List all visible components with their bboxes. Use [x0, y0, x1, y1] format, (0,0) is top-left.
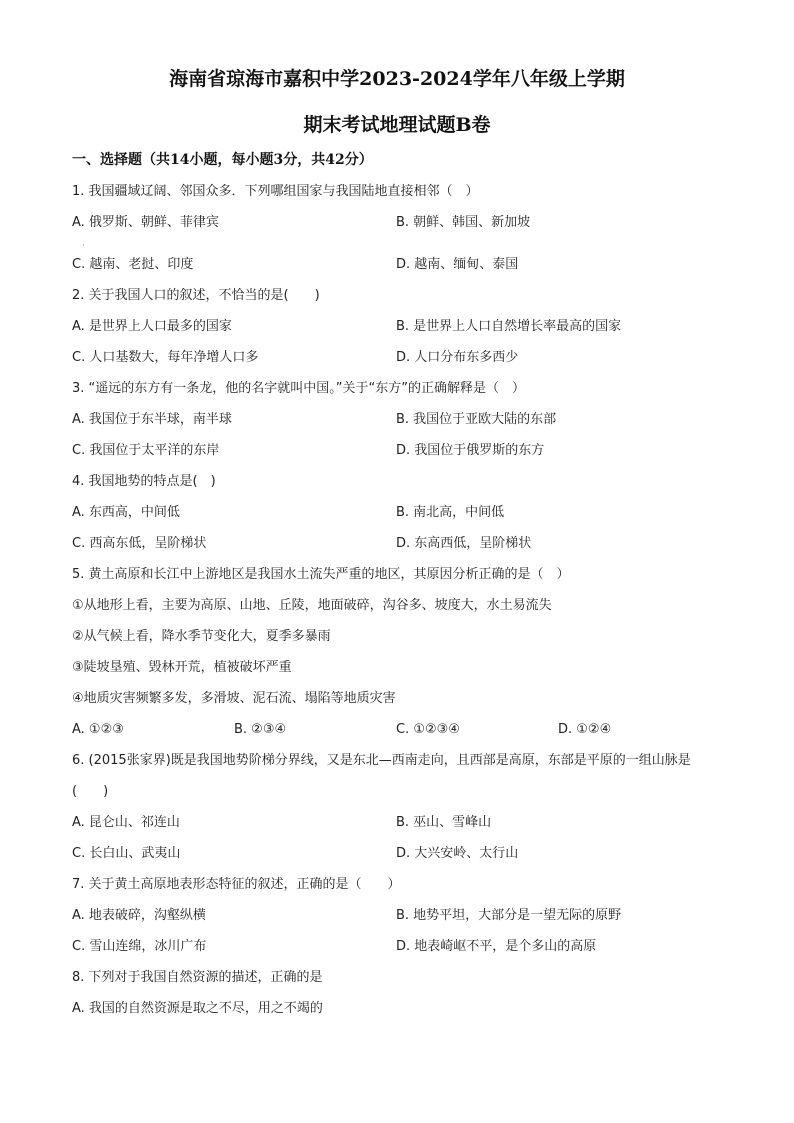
question-1-options-row-2: [72, 249, 722, 280]
question-7-option-b: B. 地势平坦，大部分是一望无际的原野: [396, 908, 622, 923]
question-5-option-b: B. ②③④: [234, 722, 287, 737]
question-4-options-row-1: [72, 497, 722, 528]
question-2-stem: 2. 关于我国人口的叙述，不恰当的是( ): [72, 288, 320, 303]
question-4-option-d: D. 东高西低，呈阶梯状: [396, 536, 532, 551]
question-4-options-row-2: [72, 528, 722, 559]
question-2-options-row-2: [72, 342, 722, 373]
question-3-options-row-2: [72, 435, 722, 466]
section-heading: 一、选择题（共14小题，每小题3分，共42分）: [72, 152, 373, 168]
document-title-line-1: 海南省琼海市嘉积中学2023-2024学年八年级上学期: [169, 68, 625, 90]
question-1-options-row-1: [72, 207, 722, 250]
question-4-option-b: B. 南北高，中间低: [396, 505, 505, 520]
question-1-option-d: D. 越南、缅甸、泰国: [396, 257, 519, 272]
question-6-stem: 6. (2015张家界)既是我国地势阶梯分界线，又是东北—西南走向，且西部是高原，东部是平原的一组山脉是( ): [72, 753, 691, 799]
question-5-statement-4: ④地质灾害频繁多发，多滑坡、泥石流、塌陷等地质灾害: [72, 691, 396, 706]
question-1-option-c: C. 越南、老挝、印度: [72, 257, 194, 272]
question-3-option-d: D. 我国位于俄罗斯的东方: [396, 443, 545, 458]
question-2-option-a: A. 是世界上人口最多的国家: [72, 319, 232, 334]
question-5-statement-1: ①从地形上看，主要为高原、山地、丘陵，地面破碎，沟谷多、坡度大，水土易流失: [72, 598, 552, 613]
question-7-option-a: A. 地表破碎，沟壑纵横: [72, 908, 206, 923]
question-2-option-d: D. 人口分布东多西少: [396, 350, 519, 365]
question-1-option-b: B. 朝鲜、韩国、新加坡: [396, 215, 531, 230]
question-6-options-row-1: [72, 807, 722, 838]
question-5-option-d: D. ①②④: [558, 722, 612, 737]
question-7-options-row-2: [72, 931, 722, 962]
question-7-stem: 7. 关于黄土高原地表形态特征的叙述，正确的是（ ）: [72, 877, 401, 892]
question-8-stem: 8. 下列对于我国自然资源的描述，正确的是: [72, 970, 323, 985]
question-4-option-a: A. 东西高，中间低: [72, 505, 180, 520]
question-2-options-row-1: [72, 311, 722, 342]
question-1-stem: 1. 我国疆域辽阔、邻国众多．下列哪组国家与我国陆地直接相邻（ ）: [72, 184, 479, 199]
question-5-option-a: A. ①②③: [72, 722, 124, 737]
question-7-option-d: D. 地表崎岖不平，是个多山的高原: [396, 939, 597, 954]
question-6-option-b: B. 巫山、雪峰山: [396, 815, 492, 830]
question-5-option-c: C. ①②③④: [396, 722, 460, 737]
question-3-option-c: C. 我国位于太平洋的东岸: [72, 443, 220, 458]
question-5-stem: 5. 黄土高原和长江中上游地区是我国水土流失严重的地区，其原因分析正确的是（ ）: [72, 567, 570, 582]
document-title-line-2: 期末考试地理试题B卷: [303, 114, 491, 136]
question-3-stem: 3. “遥远的东方有一条龙，他的名字就叫中国。”关于“东方”的正确解释是（ ）: [72, 381, 525, 396]
question-2-option-b: B. 是世界上人口自然增长率最高的国家: [396, 319, 622, 334]
question-7-option-c: C. 雪山连绵，冰川广布: [72, 939, 207, 954]
question-5-statement-3: ③陡坡垦殖、毁林开荒，植被破坏严重: [72, 660, 292, 675]
question-6-option-a: A. 昆仑山、祁连山: [72, 815, 180, 830]
stray-dot-mark: ·: [82, 241, 85, 250]
question-4-option-c: C. 西高东低，呈阶梯状: [72, 536, 207, 551]
question-5-options-row: [72, 714, 722, 745]
question-1-option-a: A. 俄罗斯、朝鲜、菲律宾: [72, 215, 219, 230]
spacer: [72, 238, 722, 249]
question-6-option-d: D. 大兴安岭、太行山: [396, 846, 519, 861]
question-8-option-a: A. 我国的自然资源是取之不尽，用之不竭的: [72, 1001, 323, 1016]
question-3-options-row-1: [72, 404, 722, 435]
question-3-option-a: A. 我国位于东半球，南半球: [72, 412, 232, 427]
question-3-option-b: B. 我国位于亚欧大陆的东部: [396, 412, 557, 427]
question-6-option-c: C. 长白山、武夷山: [72, 846, 181, 861]
question-4-stem: 4. 我国地势的特点是( ): [72, 474, 216, 489]
question-7-options-row-1: [72, 900, 722, 931]
question-5-statement-2: ②从气候上看，降水季节变化大，夏季多暴雨: [72, 629, 331, 644]
question-6-options-row-2: [72, 838, 722, 869]
question-2-option-c: C. 人口基数大，每年净增人口多: [72, 350, 259, 365]
